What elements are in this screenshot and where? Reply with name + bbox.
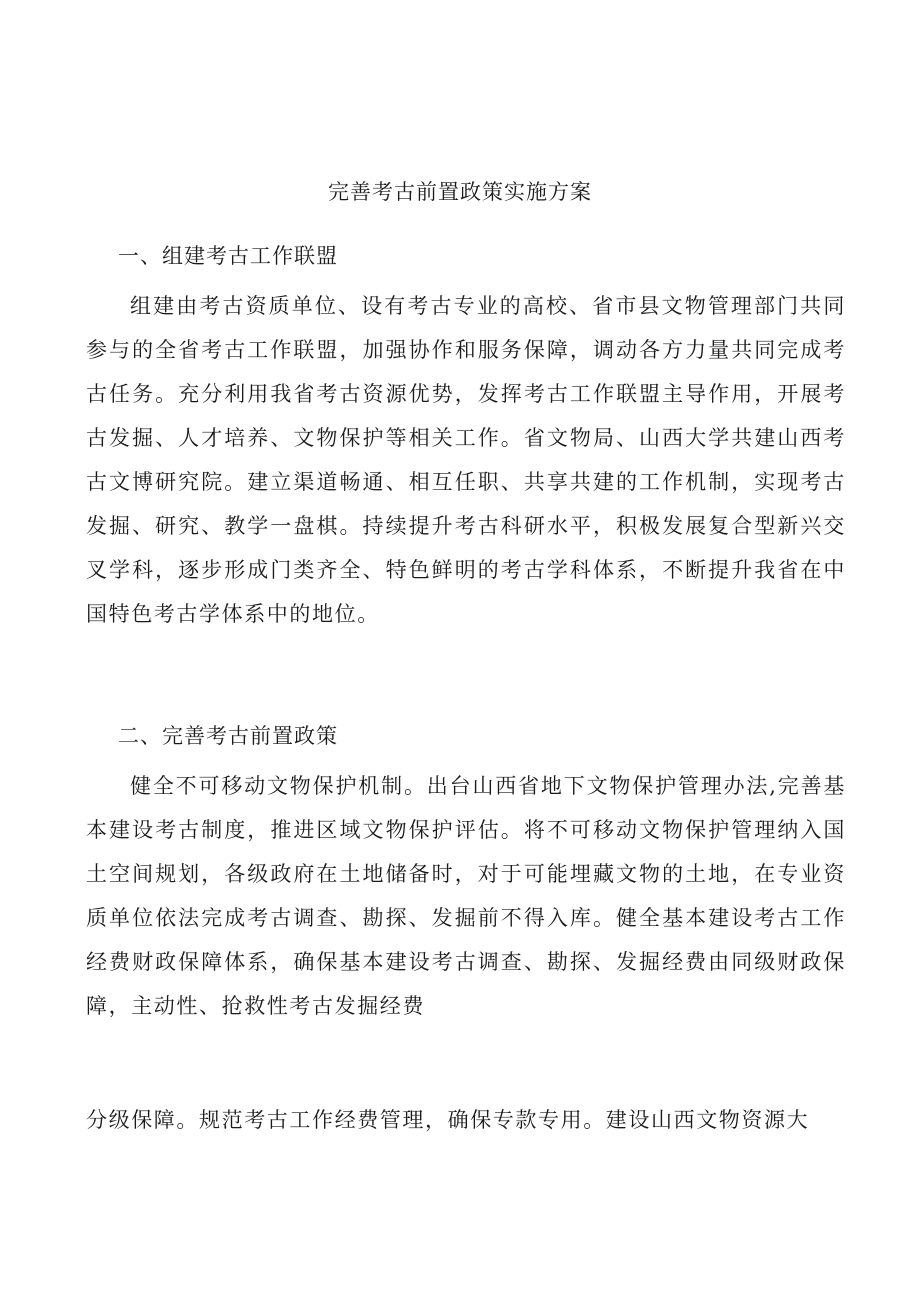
section-heading-2: 二、完善考古前置政策: [118, 724, 338, 748]
continuation-line: 分级保障。规范考古工作经费管理，确保专款专用。建设山西文物资源大: [86, 1108, 810, 1132]
document-title: 完善考古前置政策实施方案: [328, 180, 592, 204]
section-paragraph-2: 健全不可移动文物保护机制。出台山西省地下文物保护管理办法,完善基本建设考古制度，推进区域文物保护评估。将不可移动文物保护管理纳入国土空间规划，各级政府在土地储备时，对于可能埋藏文物的土地，在专业资质单位依法完成考古调查、勘探、发掘前不得入库。健全基本建设考古工作经费财政保障体系，确保基本建设考古调查、勘探、发掘经费由同级财政保障，主动性、抢救性考古发掘经费: [86, 774, 846, 1018]
section-heading-1: 一、组建考古工作联盟: [118, 244, 338, 268]
section-paragraph-1: 组建由考古资质单位、设有考古专业的高校、省市县文物管理部门共同参与的全省考古工作联盟，加强协作和服务保障，调动各方力量共同完成考古任务。充分利用我省考古资源优势，发挥考古工作联盟主导作用，开展考古发掘、人才培养、文物保护等相关工作。省文物局、山西大学共建山西考古文博研究院。建立渠道畅通、相互任职、共享共建的工作机制，实现考古发掘、研究、教学一盘棋。持续提升考古科研水平，积极发展复合型新兴交叉学科，逐步形成门类齐全、特色鲜明的考古学科体系，不断提升我省在中国特色考古学体系中的地位。: [86, 294, 846, 626]
